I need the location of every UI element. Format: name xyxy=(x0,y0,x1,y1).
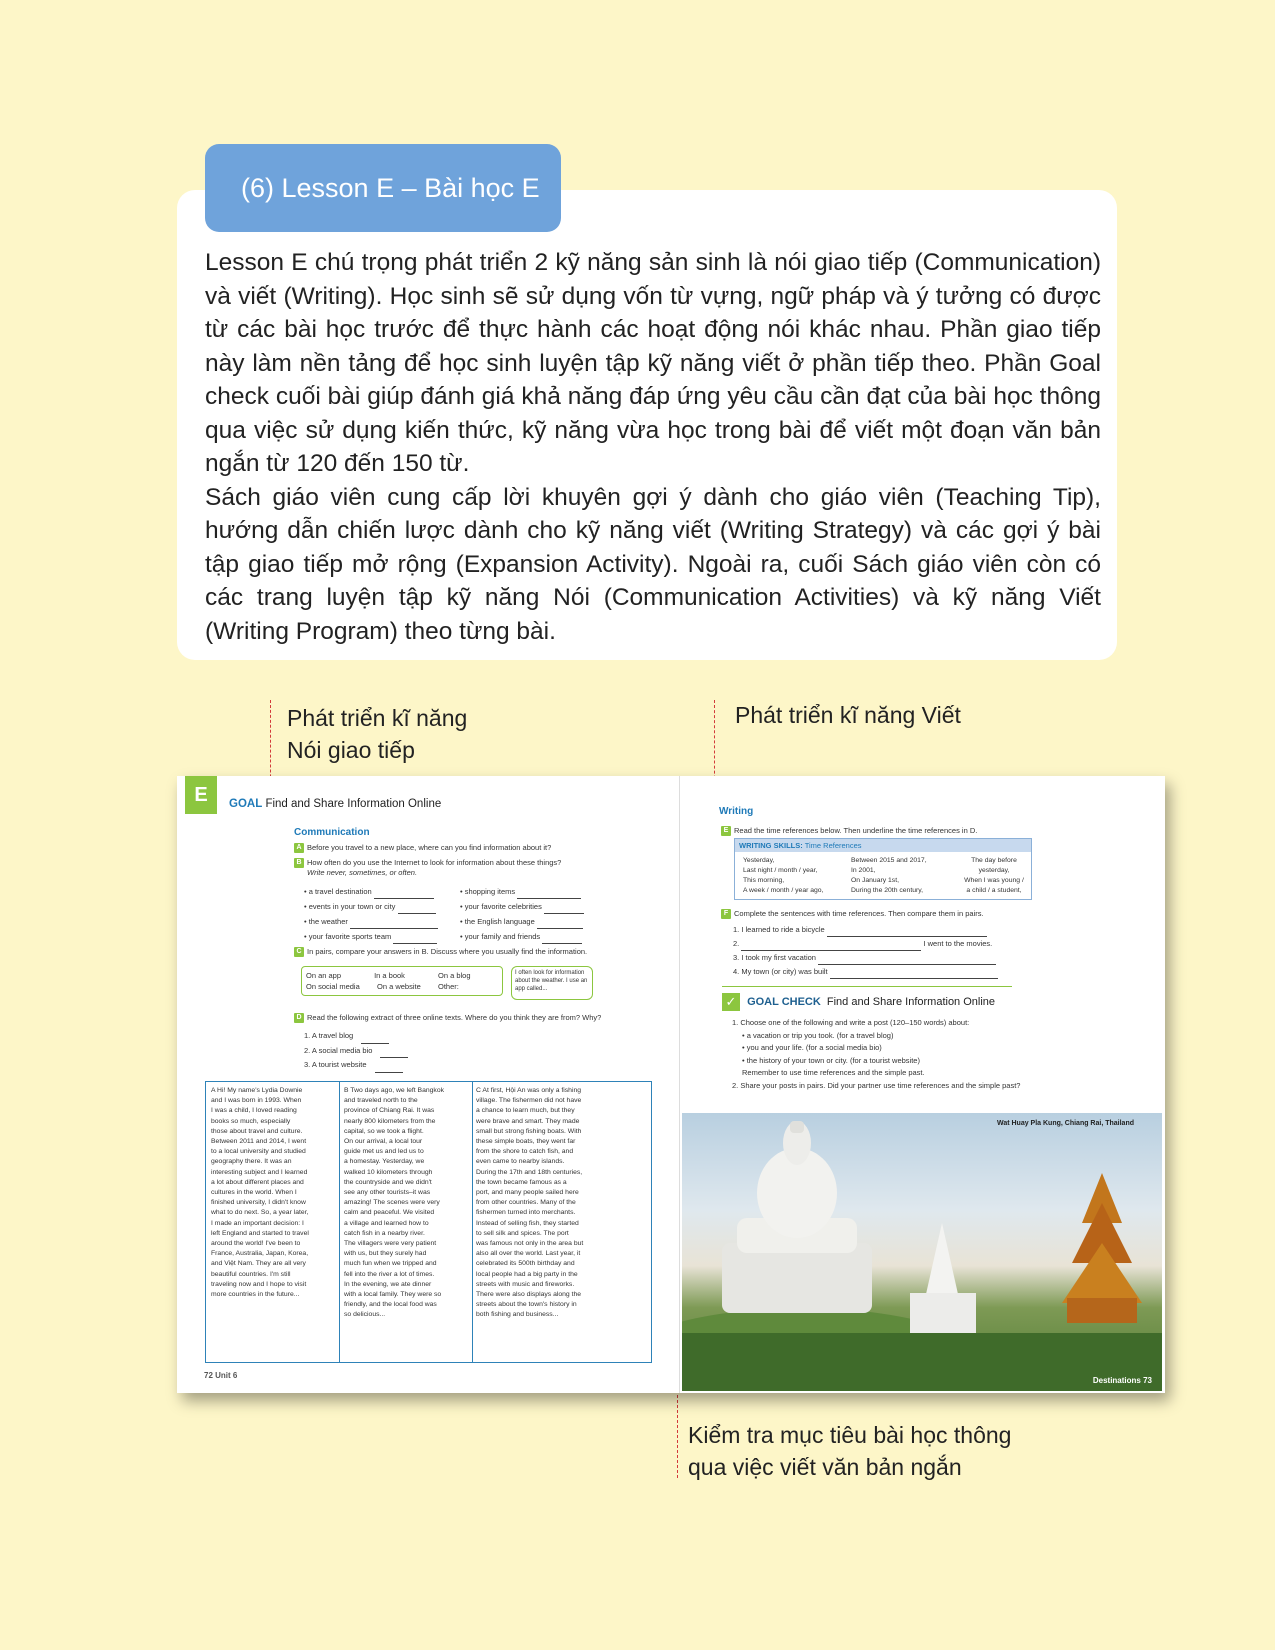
goal-check-heading: ✓ GOAL CHECK Find and Share Information Online xyxy=(722,993,995,1011)
C-speech-bubble: I often look for information about the weather. I use an app called... xyxy=(511,966,593,1000)
writing-callout: Phát triển kĩ năng Viết xyxy=(735,702,961,728)
speaking-callout: Phát triển kĩ năng Nói giao tiếp xyxy=(287,705,468,763)
right-page-footer: Destinations 73 xyxy=(1092,1376,1152,1385)
communication-heading: Communication xyxy=(294,827,370,838)
textbook-spread xyxy=(177,776,1165,1393)
intro-text xyxy=(205,246,1101,648)
task-E: E Read the time references below. Then underline the time references in D. xyxy=(721,826,1151,836)
lesson-badge: E xyxy=(185,776,217,814)
lesson-tab: (6) Lesson E – Bài học E xyxy=(205,144,561,232)
photo-caption: Wat Huay Pla Kung, Chiang Rai, Thailand xyxy=(996,1120,1134,1127)
extract-B: B Two days ago, we left Bangkok and traveled north to the province of Chiang Rai. It was nearly 800 kilometers from the capital, so we took a flight. On our arrival, a local tour guide met us and led us to a homestay. Yesterday, we walked 10 kilometers through the countryside and we didn't see any other tourists–it was amazing! The scenes were very calm and peaceful. We visited a village and learned how to catch fish in a nearby river. The villagers were very patient with us, but they surely had much fun when we tripped and fell into the river a lot of times. In the evening, we ate dinner with a local family. They were so friendly, and the local food was so delicious... xyxy=(344,1087,444,1319)
extract-A: A Hi! My name's Lydia Downie and I was born in 1993. When I was a child, I loved reading books so much, especially those about travel and culture. Between 2011 and 2014, I went to a local university and studied geography there. It was an interesting subject and I learned a lot about different places and cultures in the world. When I finished university, I didn't know what to do next. So, a year later, I made an important decision: I left England and started to travel around the world! I've been to France, Australia, Japan, Korea, and Việt Nam. They are all very beautiful countries. I'm still traveling now and I hope to visit more countries in the future... xyxy=(211,1087,309,1299)
writing-heading: Writing xyxy=(719,806,754,817)
writing-skills-box: WRITING SKILLS: Time References Yesterday, Last night / month / year, This morning, A week / month / year ago, Between 2015 and 2017, In 2001, On January 1st, During the 20th century, The day before yesterday, When I was young / a child / a student, xyxy=(734,838,1032,900)
intro-paragraph-1: Lesson E chú trọng phát triển 2 kỹ năng sản sinh là nói giao tiếp (Communication) và viết (Writing). Học sinh sẽ sử dụng vốn từ vựng, ngữ pháp và ý tưởng có được từ các bài học trước để thực hành các hoạt động nói khác nhau. Phần giao tiếp này làm nền tảng để học sinh luyện tập kỹ năng viết ở phần tiếp theo. Phần Goal check cuối bài giúp đánh giá khả năng đáp ứng yêu cầu cần đạt của bài học thông qua việc sử dụng kiến thức, kỹ năng vừa học trong bài để viết một đoạn văn bản ngắn từ 120 đến 150 từ. xyxy=(205,249,1101,477)
temple-illustration xyxy=(682,1113,1162,1391)
intro-paragraph-2: Sách giáo viên cung cấp lời khuyên gợi ý dành cho giáo viên (Teaching Tip), hướng dẫn chiến lược dành cho kỹ năng viết (Writing Strategy) và các gợi ý bài tập giao tiếp mở rộng (Expansion Activity). Ngoài ra, cuối Sách giáo viên còn có các trang luyện tập kỹ năng Nói (Communication Activities) và kỹ năng Viết (Writing Program) theo từng bài. xyxy=(205,483,1101,645)
left-page-footer: 72 Unit 6 xyxy=(204,1371,238,1380)
check-icon: ✓ xyxy=(722,993,740,1011)
task-C: C In pairs, compare your answers in B. Discuss where you usually find the information. xyxy=(294,947,654,957)
goal-check-tasks: 1. Choose one of the following and write a post (120–150 words) about: • a vacation or trip you took. (for a travel blog) • you and your life. (for a social media bio) • the history of your town or city. (for a tourist website) Remember to use time references and the simple past. 2. Share your posts in pairs. Did your partner use time references and the simple past? xyxy=(732,1018,1021,1090)
B-items-right: • shopping items • your favorite celebrities • the English language • your family and friends xyxy=(460,884,584,944)
reading-extracts xyxy=(205,1081,652,1363)
writing-skills-title: WRITING SKILLS: Time References xyxy=(735,839,1031,852)
extract-C: C At first, Hội An was only a fishing village. The fishermen did not have a chance to learn much, but they were brave and smart. They made small but strong fishing boats. With these simple boats, they went far from the shore to catch fish, and even came to nearby islands. During the 17th and 18th centuries, the town became famous as a port, and many people sailed here from other countries. Many of the fishermen turned into merchants. Instead of selling fish, they started to sell silk and spices. The port was famous not only in the area but also all over the world. Last year, it celebrated its 500th birthday and local people had a big party in the streets with music and fireworks. There were also displays along the streets about the town's history in both fishing and business... xyxy=(476,1087,584,1319)
D-items: 1. A travel blog 2. A social media bio 3. A tourist website xyxy=(304,1029,408,1073)
task-D: D Read the following extract of three online texts. Where do you think they are from? Why? xyxy=(294,1013,664,1023)
left-page xyxy=(177,776,679,1393)
C-options-box: On an app In a book On a blog On social media On a website Other: xyxy=(301,966,503,996)
task-A: A Before you travel to a new place, where can you find information about it? xyxy=(294,843,654,853)
temple-photo xyxy=(682,1113,1162,1391)
B-items-left: • a travel destination • events in your town or city • the weather • your favorite sports team xyxy=(304,884,438,944)
goal-heading: GOAL Find and Share Information Online xyxy=(229,798,442,810)
task-F: F Complete the sentences with time references. Then compare them in pairs. xyxy=(721,909,1151,919)
F-items: 1. I learned to ride a bicycle 2. I went to the movies. 3. I took my first vacation 4. My town (or city) was built xyxy=(733,923,1013,979)
task-B: B How often do you use the Internet to look for information about these things? Write never, sometimes, or often. xyxy=(294,858,654,878)
goal-callout: Kiểm tra mục tiêu bài học thông qua việc viết văn bản ngắn xyxy=(688,1422,1012,1480)
